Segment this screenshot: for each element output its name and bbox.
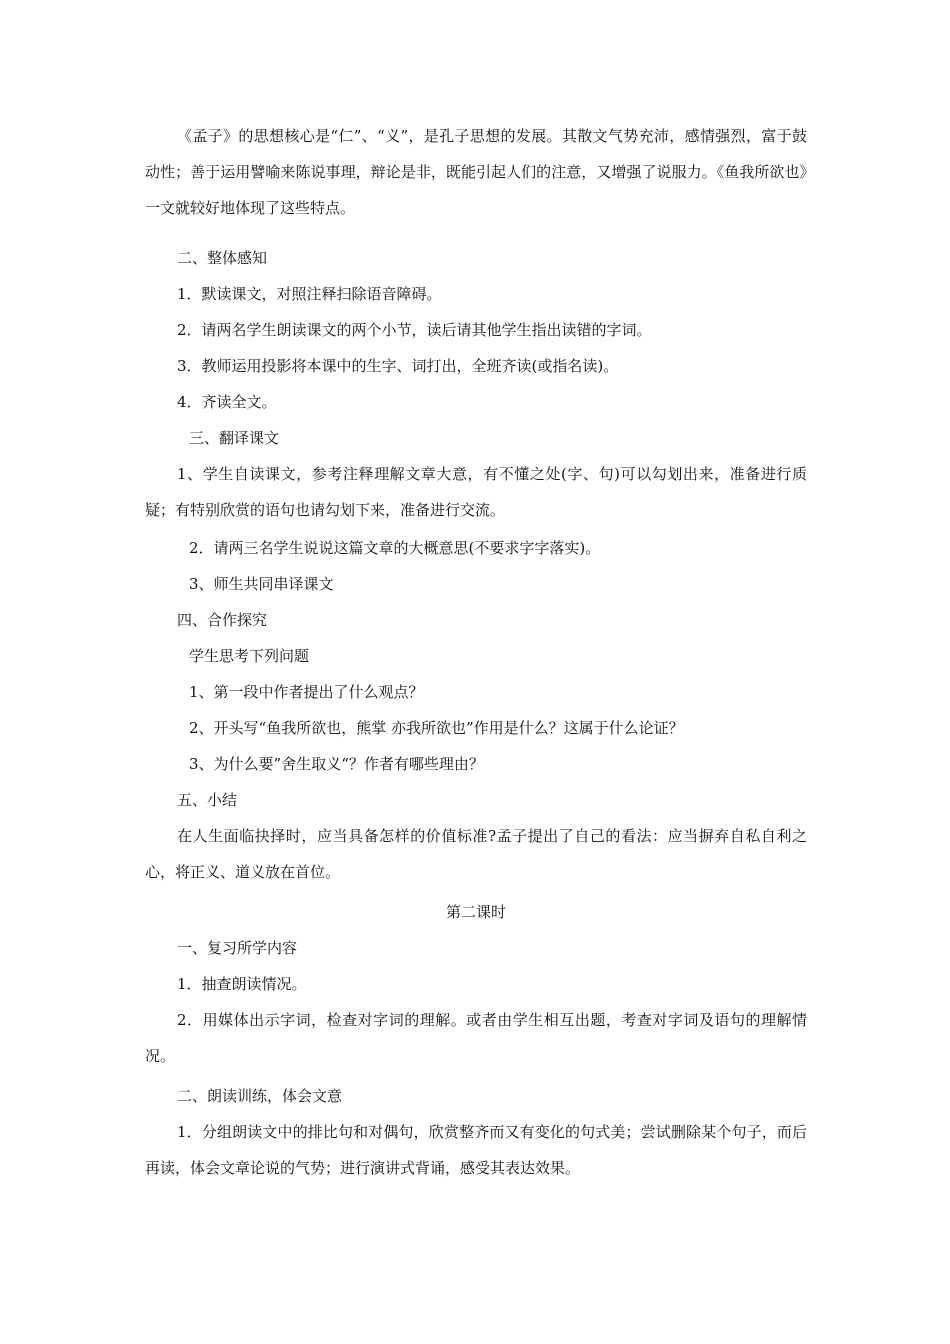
section-heading-translate: 三、翻译课文 — [189, 429, 280, 447]
section-heading-summary: 五、小结 — [177, 791, 238, 809]
list-item: 2．请两名学生朗读课文的两个小节，读后请其他学生指出读错的字词。 — [177, 321, 652, 339]
list-item: 3．教师运用投影将本课中的生字、词打出，全班齐读(或指名读)。 — [177, 357, 619, 375]
list-intro: 学生思考下列问题 — [189, 647, 310, 665]
section-heading-reading: 二、朗读训练，体会文意 — [177, 1087, 343, 1105]
list-item: 1．抽查朗读情况。 — [177, 975, 307, 993]
list-item: 1．默读课文，对照注释扫除语音障碍。 — [177, 285, 442, 303]
list-item: 3、为什么要”舍生取义“？作者有哪些理由？ — [189, 755, 484, 773]
section-heading-explore: 四、合作探究 — [177, 611, 268, 629]
list-item: 2．请两三名学生说说这篇文章的大概意思(不要求字字落实)。 — [189, 539, 601, 557]
list-item: 1．分组朗读文中的排比句和对偶句，欣赏整齐而又有变化的句式美；尝试删除某个句子，而后再读，体会文章论说的气势；进行演讲式背诵，感受其表达效果。 — [145, 1123, 807, 1177]
section-heading-review: 一、复习所学内容 — [177, 939, 298, 957]
list-item: 2．用媒体出示字词，检查对字词的理解。或者由学生相互出题，考查对字词及语句的理解情况。 — [145, 1011, 807, 1065]
list-item: 2、开头写“鱼我所欲也，熊掌 亦我所欲也”作用是什么？这属于什么论证？ — [189, 719, 684, 737]
list-item: 1、学生自读课文，参考注释理解文章大意，有不懂之处(字、句)可以勾划出来，准备进行质疑；有特别欣赏的语句也请勾划下来，准备进行交流。 — [145, 465, 807, 519]
intro-paragraph: 《孟子》的思想核心是“仁”、“义”，是孔子思想的发展。其散文气势充沛，感情强烈，富于鼓动性；善于运用譬喻来陈说事理，辩论是非，既能引起人们的注意，又增强了说服力。《鱼我所欲也》一文就较好地体现了这些特点。 — [145, 127, 807, 217]
lesson-title: 第二课时 — [445, 903, 506, 921]
list-item: 3、师生共同串译课文 — [189, 575, 334, 593]
list-item: 4．齐读全文。 — [177, 393, 277, 411]
list-item: 1、第一段中作者提出了什么观点？ — [189, 683, 424, 701]
summary-paragraph: 在人生面临抉择时，应当具备怎样的价值标准?孟子提出了自己的看法：应当摒弃自私自利之心，将正义、道义放在首位。 — [145, 827, 807, 881]
section-heading-overall: 二、整体感知 — [177, 249, 268, 267]
